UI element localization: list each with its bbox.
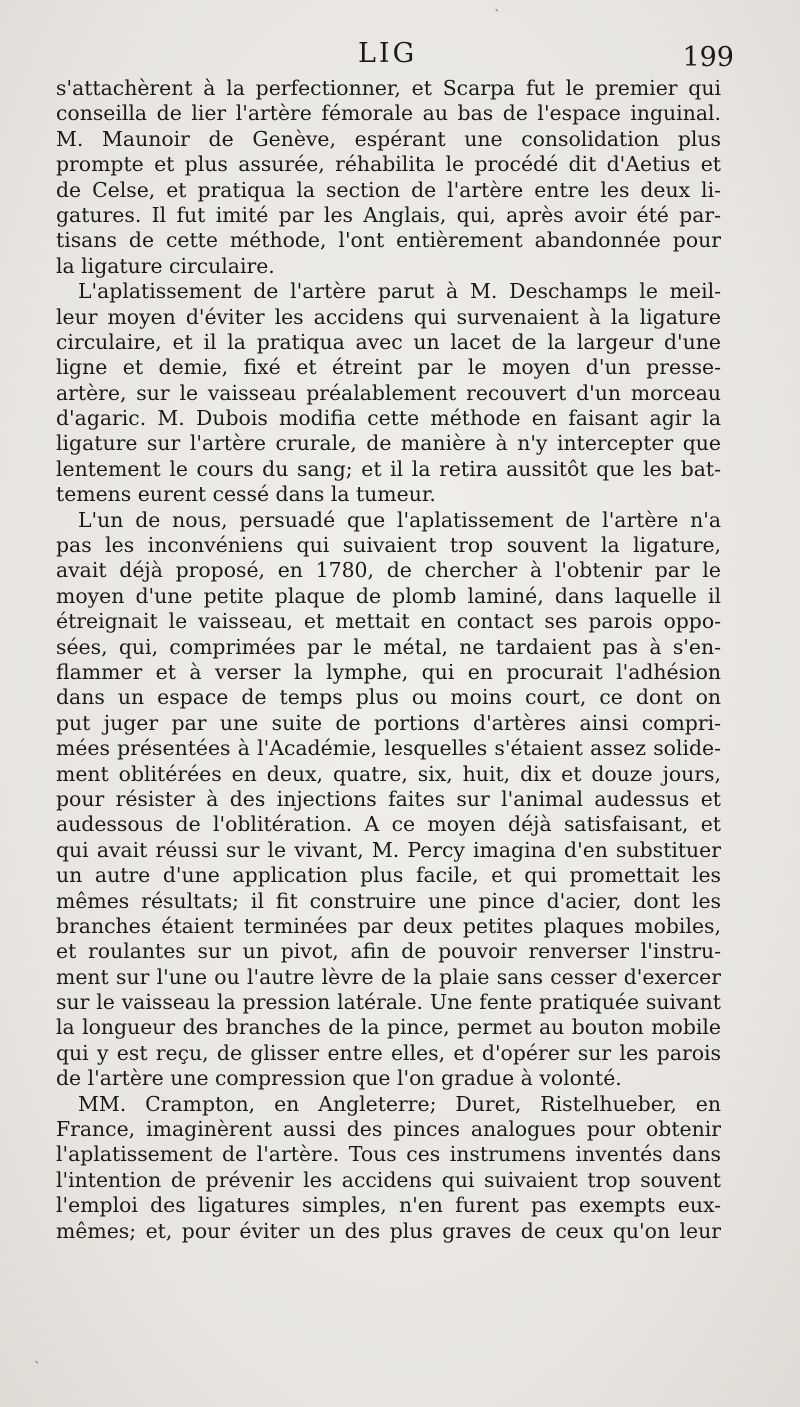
text-line: qui avait réussi sur le vivant, M. Percy imagina d'en substituer [56,837,721,862]
text-line: étreignait le vaisseau, et mettait en contact ses parois oppo- [56,609,721,634]
text-line: conseilla de lier l'artère fémorale au bas de l'espace inguinal. [56,101,721,126]
text-line: L'un de nous, persuadé que l'aplatissement de l'artère n'a [78,507,721,532]
text-line: tisans de cette méthode, l'ont entièrement abandonnée pour [56,228,721,253]
text-line: s'attachèrent à la perfectionner, et Scarpa fut le premier qui [56,76,721,100]
text-line: avait déjà proposé, en 1780, de chercher à l'obtenir par le [56,558,721,583]
text-line: pour résister à des injections faites sur l'animal audessus et [56,786,721,811]
text-line: MM. Crampton, en Angleterre; Duret, Ristelhueber, en [78,1091,721,1116]
text-line: circulaire, et il la pratiqua avec un lacet de la largeur d'une [56,329,721,354]
text-line: audessous de l'oblitération. A ce moyen déjà satisfaisant, et [56,812,721,837]
page-number: 199 [682,42,734,73]
text-line: France, imaginèrent aussi des pinces analogues pour obtenir [56,1117,721,1142]
text-line: flammer et à verser la lymphe, qui en procurait l'adhésion [56,659,721,684]
text-line: dans un espace de temps plus ou moins court, ce dont on [56,685,721,710]
text-line: l'aplatissement de l'artère. Tous ces instrumens inventés dans [56,1142,721,1167]
text-line: de Celse, et pratiqua la section de l'artère entre les deux li- [56,177,721,202]
text-line: sur le vaisseau la pression latérale. Une fente pratiquée suivant [56,990,721,1015]
text-line: put juger par une suite de portions d'artères ainsi compri- [56,710,721,735]
text-line: la longueur des branches de la pince, permet au bouton mobile [56,1015,721,1040]
text-line: leur moyen d'éviter les accidens qui survenaient à la ligature [56,304,721,329]
text-line: ment oblitérées en deux, quatre, six, huit, dix et douze jours, [56,761,721,786]
text-line: artère, sur le vaisseau préalablement recouvert d'un morceau [56,380,721,405]
text-line: d'agaric. M. Dubois modifia cette méthode en faisant agir la [56,406,721,431]
text-line: ment sur l'une ou l'autre lèvre de la plaie sans cesser d'exercer [56,964,721,989]
body-text [56,76,721,1244]
text-line: ligature sur l'artère crurale, de manière à n'y intercepter que [56,431,721,456]
paper-speck: ˋ [494,8,501,24]
text-line: temens eurent cessé dans la tumeur. [56,482,436,507]
paper-speck: ˋ [34,1360,41,1376]
text-line: et roulantes sur un pivot, afin de pouvoir renverser l'instru- [56,939,721,964]
text-line: moyen d'une petite plaque de plomb laminé, dans laquelle il [56,583,721,608]
text-line: la ligature circulaire. [56,253,275,278]
text-line: M. Maunoir de Genève, espérant une consolidation plus [56,126,721,151]
text-line: l'intention de prévenir les accidens qui suivaient trop souvent [56,1167,721,1192]
text-line: de l'artère une compression que l'on gradue à volonté. [56,1066,622,1091]
text-line: un autre d'une application plus facile, et qui promettait les [56,863,721,888]
text-line: mêmes; et, pour éviter un des plus graves de ceux qu'on leur [56,1218,721,1243]
text-line: lentement le cours du sang; et il la retira aussitôt que les bat- [56,456,721,481]
text-line: gatures. Il fut imité par les Anglais, qui, après avoir été par- [56,202,721,227]
text-line: L'aplatissement de l'artère parut à M. Deschamps le meil- [78,279,721,304]
text-line: l'emploi des ligatures simples, n'en furent pas exempts eux- [56,1193,721,1218]
text-line: branches étaient terminées par deux petites plaques mobiles, [56,913,721,938]
text-line: mêmes résultats; il fit construire une pince d'acier, dont les [56,888,721,913]
running-head: LIG [358,38,418,69]
text-line: pas les inconvéniens qui suivaient trop souvent la ligature, [56,533,721,558]
text-line: prompte et plus assurée, réhabilita le procédé dit d'Aetius et [56,152,721,177]
text-line: mées présentées à l'Académie, lesquelles s'étaient assez solide- [56,736,721,761]
text-line: sées, qui, comprimées par le métal, ne tardaient pas à s'en- [56,634,721,659]
text-line: qui y est reçu, de glisser entre elles, et d'opérer sur les parois [56,1040,721,1065]
page-header [56,38,734,78]
text-line: ligne et demie, fixé et étreint par le moyen d'un presse- [56,355,721,380]
